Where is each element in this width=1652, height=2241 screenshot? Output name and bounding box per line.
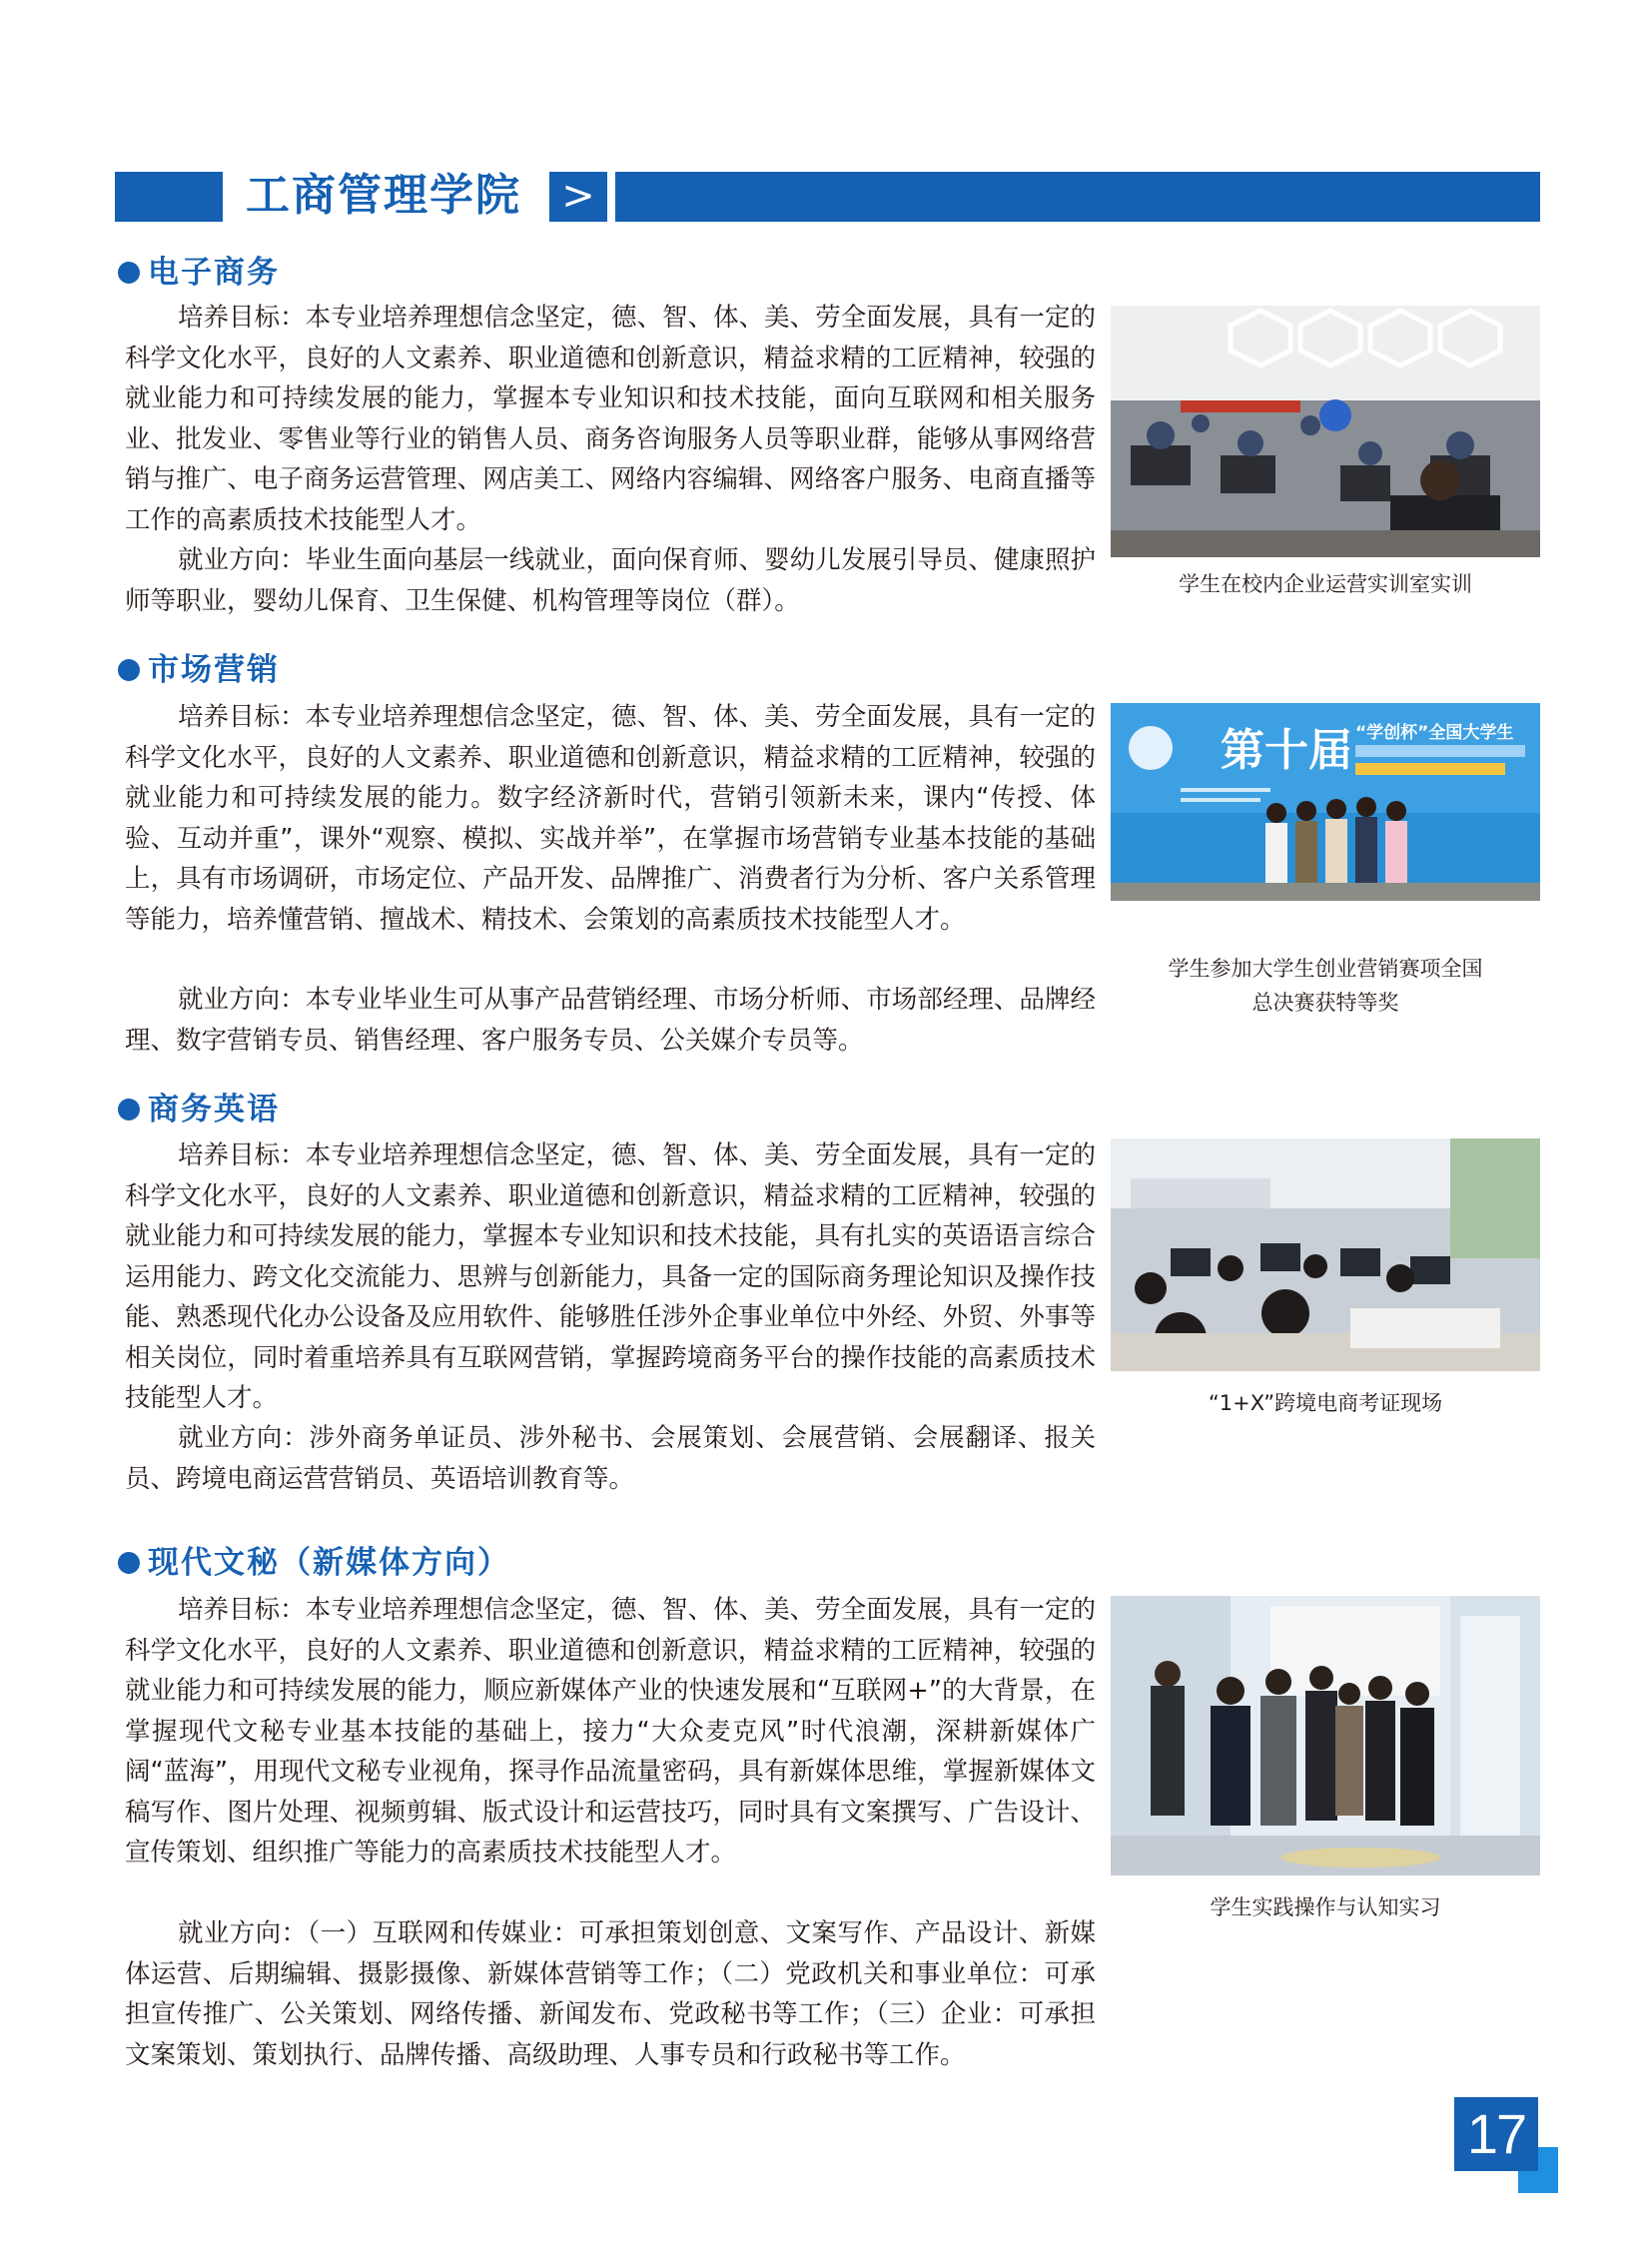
photo-caption-secretary: 学生实践操作与认知实习 (1210, 1895, 1441, 1919)
photo-caption-marketing-line2: 总决赛获特等奖 (1251, 991, 1399, 1015)
section-career-secretary: 就业方向：（一）互联网和传媒业：可承担策划创意、文案写作、产品设计、新媒体运营、后期编辑、摄影摄像、新媒体营销等工作；（二）党政机关和事业单位：可承担宣传推广、公关策划、网络传播、新闻发布、党政秘书等工作；（三）企业：可承担文案策划、策划执行、品牌传播、高级助理、人事专员和行政秘书等工作。 (125, 1918, 1096, 2070)
section-title-marketing: 市场营销 (118, 648, 280, 692)
section-goal-marketing: 培养目标：本专业培养理想信念坚定，德、智、体、美、劳全面发展，具有一定的科学文化水平，良好的人文素养、职业道德和创新意识，精益求精的工匠精神，较强的就业能力和可持续发展的能力。数字经济新时代，营销引领新未来，课内“传授、体验、互动并重”，课外“观察、模拟、实战并举”，在掌握市场营销专业基本技能的基础上，具有市场调研，市场定位、产品开发、品牌推广、消费者行为分析、客户关系管理等能力，培养懂营销、擅战术、精技术、会策划的高素质技术技能型人才。 (125, 702, 1096, 935)
section-goal-ecommerce: 培养目标：本专业培养理想信念坚定，德、智、体、美、劳全面发展，具有一定的科学文化水平，良好的人文素养、职业道德和创新意识，精益求精的工匠精神，较强的就业能力和可持续发展的能力，掌握本专业知识和技术技能，面向互联网和相关服务业、批发业、零售业等行业的销售人员、商务咨询服务人员等职业群，能够从事网络营销与推广、电子商务运营管理、网店美工、网络内容编辑、网络客户服务、电商直播等工作的高素质技术技能型人才。 (125, 303, 1096, 535)
section-goal-business-english: 培养目标：本专业培养理想信念坚定，德、智、体、美、劳全面发展，具有一定的科学文化水平，良好的人文素养、职业道德和创新意识，精益求精的工匠精神，较强的就业能力和可持续发展的能力，掌握本专业知识和技术技能，具有扎实的英语语言综合运用能力、跨文化交流能力、思辨与创新能力，具备一定的国际商务理论知识及操作技能、熟悉现代化办公设备及应用软件、能够胜任涉外企事业单位中外经、外贸、外事等相关岗位，同时着重培养具有互联网营销，掌握跨境商务平台的操作技能的高素质技术技能型人才。 (125, 1140, 1096, 1413)
page-title: 工商管理学院 (246, 170, 521, 221)
bullet-dot-icon (118, 1552, 140, 1574)
section-career-marketing: 就业方向：本专业毕业生可从事产品营销经理、市场分析师、市场部经理、品牌经理、数字营销专员、销售经理、客户服务专员、公关媒介专员等。 (125, 985, 1096, 1056)
banner-small-text: “学创杯”全国大学生 (1355, 723, 1514, 743)
photo-caption-marketing-line1: 学生参加大学生创业营销赛项全国 (1168, 957, 1483, 981)
section-goal-secretary: 培养目标：本专业培养理想信念坚定，德、智、体、美、劳全面发展，具有一定的科学文化水平，良好的人文素养、职业道德和创新意识，精益求精的工匠精神，较强的就业能力和可持续发展的能力，顺应新媒体产业的快速发展和“互联网+”的大背景，在掌握现代文秘专业基本技能的基础上，接力“大众麦克风”时代浪潮，深耕新媒体广阔“蓝海”，用现代文秘专业视角，探寻作品流量密码，具有新媒体思维，掌握新媒体文稿写作、图片处理、视频剪辑、版式设计和运营技巧，同时具有文案撰写、广告设计、宣传策划、组织推广等能力的高素质技术技能型人才。 (125, 1595, 1096, 1868)
photo-practice-visit (1111, 1596, 1540, 1875)
photo-caption-ecommerce: 学生在校内企业运营实训室实训 (1179, 572, 1472, 596)
section-title-secretary: 现代文秘（新媒体方向） (118, 1541, 510, 1585)
photo-training-room (1111, 306, 1540, 557)
photo-exam-site (1111, 1138, 1540, 1371)
photo-award-ceremony (1111, 703, 1540, 901)
bullet-dot-icon (118, 1099, 140, 1120)
photo-caption-business-english: “1+X”跨境电商考证现场 (1208, 1391, 1443, 1415)
section-career-business-english: 就业方向：涉外商务单证员、涉外秘书、会展策划、会展营销、会展翻译、报关员、跨境电商运营营销员、英语培训教育等。 (125, 1423, 1096, 1494)
section-career-ecommerce: 就业方向：毕业生面向基层一线就业，面向保育师、婴幼儿发展引导员、健康照护师等职业，婴幼儿保育、卫生保健、机构管理等岗位（群）。 (125, 545, 1096, 616)
header-bar-left (115, 172, 223, 222)
header-bar-right (615, 172, 1540, 222)
bullet-dot-icon (118, 659, 140, 681)
page-number: 17 (1466, 2102, 1526, 2165)
header-arrow-icon: > (549, 172, 607, 222)
section-title-ecommerce: 电子商务 (118, 251, 280, 295)
banner-big-text: 第十届 (1221, 725, 1352, 776)
bullet-dot-icon (118, 262, 140, 284)
section-title-business-english: 商务英语 (118, 1088, 280, 1131)
